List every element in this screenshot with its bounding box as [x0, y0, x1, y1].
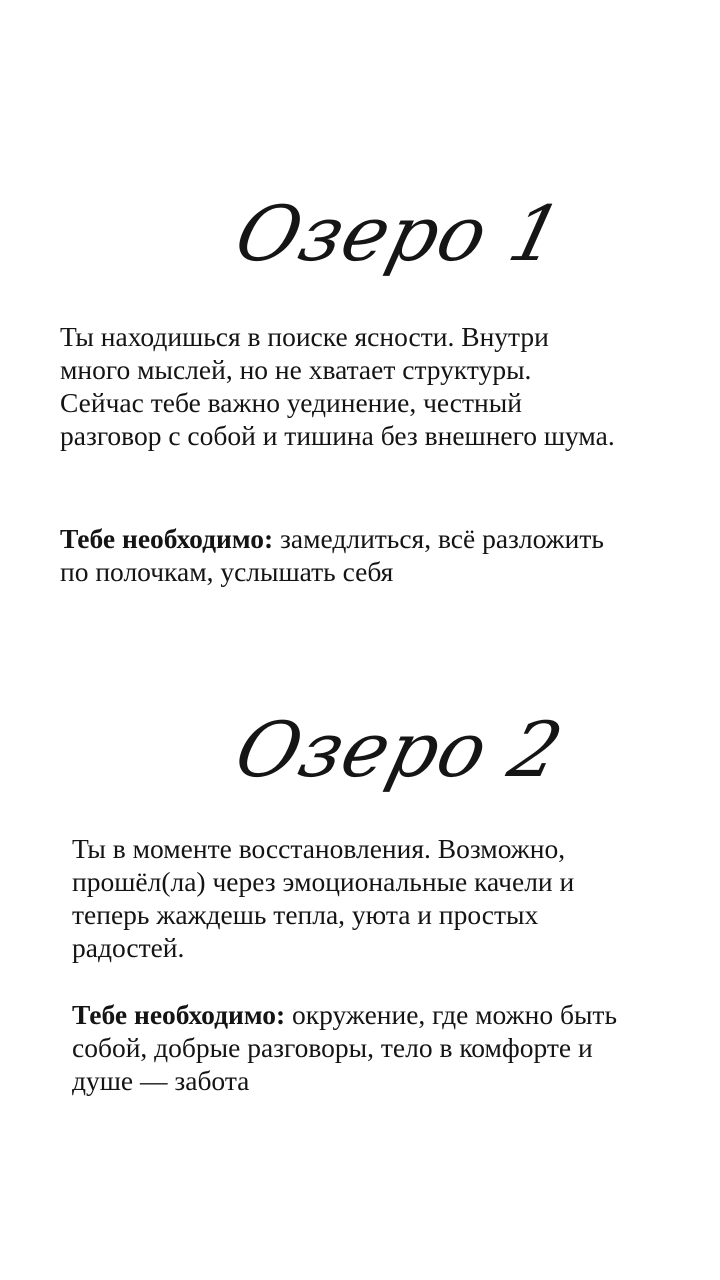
lake-2-description: Ты в моменте восстановления. Возможно, прошёл(ла) через эмоциональные качели и теперь жаждешь тепла, уюта и простых радостей.: [72, 833, 575, 963]
lake-1-description: Ты находишься в поиске ясности. Внутри много мыслей, но не хватает структуры. Сейчас тебе важно уединение, честный разговор с собой и тишина без внешнего шума.: [60, 321, 615, 451]
lake-2-need-text: окружение, где можно быть собой, добрые разговоры, тело в комфорте и душе — забота: [72, 999, 617, 1096]
lake-2-title: Озеро 2: [227, 705, 572, 794]
lake-2-need: [72, 998, 642, 1097]
lake-2-need-label: Тебе необходимо:: [72, 999, 286, 1030]
lake-1-need: [60, 522, 620, 588]
lake-1-need-label: Тебе необходимо:: [60, 523, 274, 554]
lake-1-need-text: замедлиться, всё разложить по полочкам, услышать себя: [60, 523, 604, 587]
lake-1-title: Озеро 1: [227, 189, 572, 278]
